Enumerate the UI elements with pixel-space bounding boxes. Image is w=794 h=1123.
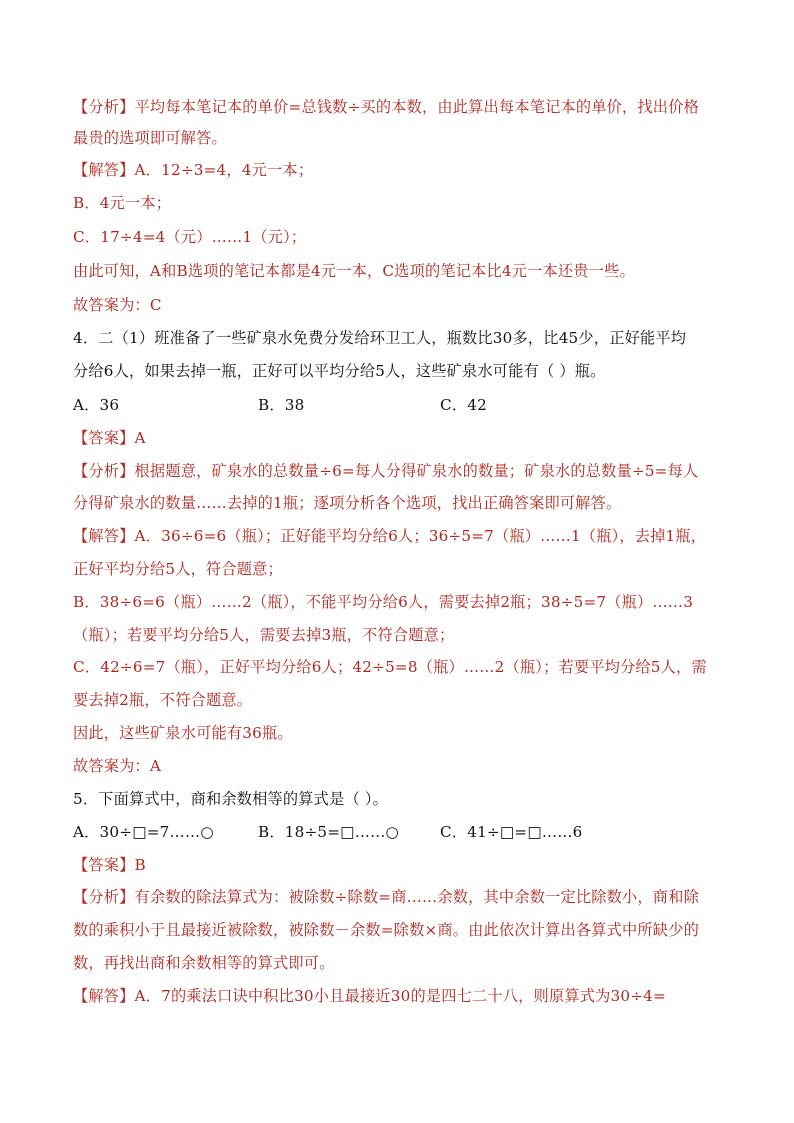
solution-q5-line-1: 【解答】A．7的乘法口诀中积比30小且最接近30的是四七二十八，则原算式为30÷4=	[73, 987, 666, 1005]
solution-q4-line-3: B．38÷6=6（瓶）……2（瓶），不能平均分给6人，需要去掉2瓶；38÷5=7（瓶）……3	[73, 593, 694, 611]
analysis-q5-line-1: 【分析】有余数的除法算式为：被除数÷除数=商……余数，其中余数一定比除数小，商和除	[73, 888, 699, 906]
answer-line-q4: 【答案】A	[73, 429, 146, 447]
question-4-line-1: 4．二（1）班准备了一些矿泉水免费分发给环卫工人，瓶数比30多，比45少，正好能平均	[73, 329, 687, 347]
question-4-options	[73, 395, 723, 415]
analysis-q4-line-2: 分得矿泉水的数量……去掉的1瓶；逐项分析各个选项，找出正确答案即可解答。	[73, 494, 622, 512]
analysis-q4-line-1: 【分析】根据题意，矿泉水的总数量÷6=每人分得矿泉水的数量；矿泉水的总数量÷5=每人	[73, 462, 699, 480]
option-b: B．18÷5=□……○	[258, 823, 399, 841]
solution-line-b: B．4元一本；	[73, 194, 172, 212]
option-c: C．42	[440, 396, 487, 414]
option-c: C．41÷□=□……6	[440, 823, 583, 841]
final-answer-q4: 故答案为：A	[73, 757, 162, 775]
solution-q4-line-6: 要去掉2瓶，不符合题意。	[73, 691, 253, 709]
analysis-line-2: 最贵的选项即可解答。	[73, 129, 227, 147]
question-4-line-2: 分给6人，如果去掉一瓶，正好可以平均分给5人，这些矿泉水可能有（ ）瓶。	[73, 362, 606, 380]
analysis-q5-line-2: 数的乘积小于且最接近被除数，被除数－余数=除数×商。由此依次计算出各算式中所缺少的	[73, 921, 699, 939]
conclusion-q4: 因此，这些矿泉水可能有36瓶。	[73, 724, 293, 742]
solution-q4-line-1: 【解答】A．36÷6=6（瓶）；正好能平均分给6人；36÷5=7（瓶）……1（瓶），去掉1瓶，	[73, 527, 707, 545]
solution-q4-line-5: C．42÷6=7（瓶），正好平均分给6人；42÷5=8（瓶）……2（瓶）；若要平均分给5人，需	[73, 658, 707, 676]
solution-line-c: C．17÷4=4（元）……1（元）；	[73, 228, 307, 246]
conclusion-line: 由此可知，A和B选项的笔记本都是4元一本，C选项的笔记本比4元一本还贵一些。	[73, 262, 635, 280]
solution-q4-line-2: 正好平均分给5人，符合题意；	[73, 560, 283, 578]
solution-line-a: 【解答】A．12÷3=4，4元一本；	[73, 161, 314, 179]
question-5: 5．下面算式中，商和余数相等的算式是（ ）。	[73, 790, 389, 808]
solution-q4-line-4: （瓶）；若要平均分给5人，需要去掉3瓶，不符合题意；	[73, 626, 455, 644]
analysis-q5-line-3: 数，再找出商和余数相等的算式即可。	[73, 954, 335, 972]
option-a: A．30÷□=7……○	[73, 823, 214, 841]
answer-line-q5: 【答案】B	[73, 856, 146, 874]
answer-line-q3: 故答案为：C	[73, 296, 162, 314]
question-5-options	[73, 822, 723, 842]
option-a: A．36	[73, 396, 120, 414]
analysis-line-1: 【分析】平均每本笔记本的单价=总钱数÷买的本数，由此算出每本笔记本的单价，找出价格	[73, 98, 699, 116]
option-b: B．38	[258, 396, 305, 414]
